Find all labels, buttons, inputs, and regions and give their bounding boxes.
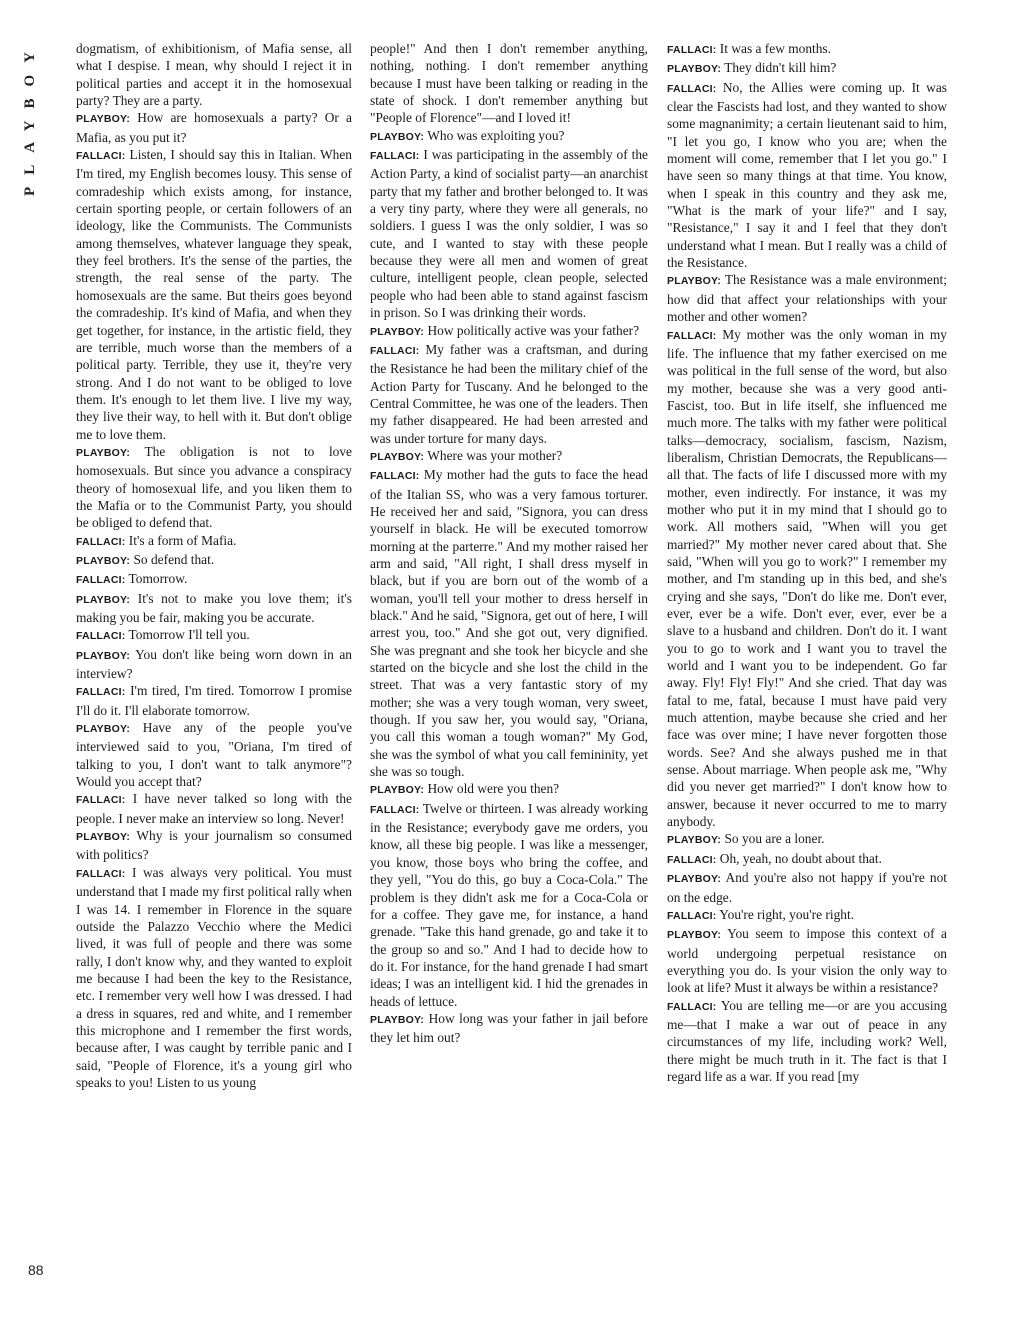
paragraph-text: Listen, I should say this in Italian. When I'm tired, my English becomes lousy. This sense of comradeship which exists among, for instance, certain sporting people, or certain followers of an ideology, like the Communists. The Communists among themselves, whatever language they speak, they feel brothers. It's the sense of the parties, the strength, the real sense of the party. The homosexuals are the same. But theirs goes beyond the comradeship. It's kind of Mafia, and when they get together, for instance, in the artistic field, they are terrible, much worse than the members of a political party. Terrible, they use it, they're very strong. And I do not want to be obliged to love them. It's enough to let them live. I live my way, they live their way, to hell with it. But don't oblige me to love them. xyxy=(76,147,352,442)
speaker-label: PLAYBOY: xyxy=(76,446,131,459)
paragraph-text: Why is your journalism so consumed with politics? xyxy=(76,828,352,863)
paragraph-text: So defend that. xyxy=(133,551,215,567)
interview-paragraph xyxy=(76,551,352,570)
paragraph-text: Who was exploiting you? xyxy=(427,127,565,143)
interview-paragraph xyxy=(370,447,648,466)
paragraph-text: How are homosexuals a party? Or a Mafia, as you put it? xyxy=(76,110,352,145)
speaker-label: PLAYBOY: xyxy=(667,929,722,942)
interview-paragraph xyxy=(370,341,648,447)
interview-paragraph xyxy=(667,271,947,325)
speaker-label: FALLACI: xyxy=(667,44,717,56)
interview-paragraph xyxy=(370,146,648,321)
paragraph-text: Tomorrow. xyxy=(128,571,188,587)
speaker-label: FALLACI: xyxy=(76,574,126,587)
paragraph-text: How old were you then? xyxy=(427,781,560,797)
paragraph-text: How long was your father in jail before they let him out? xyxy=(370,1010,648,1046)
interview-paragraph xyxy=(76,109,352,146)
speaker-label: FALLACI: xyxy=(76,686,126,699)
page-number: 88 xyxy=(28,1262,44,1278)
text-column-1 xyxy=(76,40,352,1290)
speaker-label: FALLACI: xyxy=(667,82,717,95)
paragraph-text: No, the Allies were coming up. It was clear the Fascists had lost, and they wanted to show some magnanimity; a certain lieutenant said to him, "I let you go, I know who you are; when the moment will come, remember that I let you go." I have seen so many things at that time. You know, when I speak in this country and they ask me, "What is the mark of your life?" and I say, "Resistance," I say it and I feel that they don't understand what I mean. But I really was a child of the Resistance. xyxy=(667,79,947,271)
speaker-label: FALLACI: xyxy=(76,794,126,807)
paragraph-text: I was always very political. You must understand that I made my first political rally when I was 14. I remember in Florence in the square outside the Palazzo Vecchio where the Medici lived, it was full of people and there was some rally, I don't know why, and they wanted to exploit me because I had been the key to the Resistance, etc. I remember very well how I was dressed. I had a dress in squares, red and white, and I remember this microphone and I remember the first words, because after, I was caught by terrible panic and I said, "People of Florence, it's a young girl who speaks to you! Listen to us young xyxy=(76,864,352,1090)
paragraph-text: My mother was the only woman in my life. The influence that my father exercised on me was political in the full sense of the word, but also my mother, because she was a very good anti-Fascist, too. But in life itself, she influenced me much more. The talks with my father were political talks—democracy, socialism, fascism, Nazism, liberalism, Christian Democrats, the Republicans—all that. The facts of life I discussed more with my mother, even indirectly. For instance, it was my mother who put it in my mind that I should go to work. All mothers said, "When will you get married?" My mother never cared about that. She said, "When will you go to work?" I remember my mother, and I'm standing up in this bed, and she's crying and she says, "Don't do like me. Don't ever, ever, ever be a wife. Don't ever, ever, ever be a slave to a husband and children. Don't do it. I want you to go to work and I want you to travel the world and I want you to be independent. Go far away. Fly! Fly! Fly!" And she cried. That day was fatal to me, fatal, because I must have paid very much attention, maybe because she cried and her face was over mine; I have never forgotten those words. See? And she always pushed me in that sense. About marriage. When people ask me, "Why did you never get married?" I don't know how to answer, because it never occurred to me to marry anybody. xyxy=(667,326,947,830)
paragraph-text: Where was your mother? xyxy=(427,447,563,463)
speaker-label: FALLACI: xyxy=(76,867,126,880)
interview-paragraph xyxy=(667,869,947,906)
paragraph-text: Tomorrow I'll tell you. xyxy=(128,627,250,643)
interview-paragraph xyxy=(667,59,947,78)
interview-paragraph xyxy=(370,40,648,127)
speaker-label: PLAYBOY: xyxy=(370,784,425,797)
speaker-label: FALLACI: xyxy=(370,803,420,816)
speaker-label: FALLACI: xyxy=(76,150,126,163)
paragraph-text: Twelve or thirteen. I was already working in the Resistance; everybody gave me orders, you know, all these big people. I was like a messenger, you know, those boys who bring the coffee, and they yell, "You do this, go buy a Coca-Cola." The problem is they didn't ask me for a Coca-Cola or for a coffee. They gave me, for instance, a hand grenade. "Take this hand grenade, go and take it to the group so and so." And I had to decide how to do it. For instance, for the hand grenade I had smart ideas; I was an intelligent kid. I hid the grenades in heads of lettuce. xyxy=(370,800,648,1009)
speaker-label: PLAYBOY: xyxy=(667,275,722,288)
paragraph-text: My father was a craftsman, and during the Resistance he had been the military chief of the Action Party for Tuscany. And he belonged to the Central Committee, he was one of the leaders. Then my father disappeared. He had been arrested and was under torture for many days. xyxy=(370,341,648,446)
interview-paragraph xyxy=(76,590,352,627)
interview-paragraph xyxy=(76,626,352,645)
interview-paragraph xyxy=(76,790,352,827)
interview-paragraph xyxy=(76,532,352,551)
interview-paragraph xyxy=(667,830,947,849)
speaker-label: FALLACI: xyxy=(76,535,126,548)
speaker-label: FALLACI: xyxy=(370,344,420,357)
speaker-label: PLAYBOY: xyxy=(667,873,722,886)
paragraph-text: They didn't kill him? xyxy=(724,60,837,76)
magazine-masthead: PLAYBOY xyxy=(22,40,38,196)
text-column-2 xyxy=(370,40,648,1290)
speaker-label: PLAYBOY: xyxy=(76,649,131,662)
interview-paragraph xyxy=(76,719,352,790)
speaker-label: FALLACI: xyxy=(667,1000,717,1013)
speaker-label: FALLACI: xyxy=(370,150,420,163)
paragraph-text: I was participating in the assembly of the Action Party, a kind of socialist party—an anarchist party that my father and brother belonged to. It was a very tiny party, where they were all generals, no soldiers. I guess I was the only soldier, I was so cute, and I wanted to stay with these people because they were all men and women of great culture, intelligent people, clean people, selected people who had been able to stand against fascism in prison. So I was drinking their words. xyxy=(370,147,648,321)
paragraph-text: Oh, yeah, no doubt about that. xyxy=(719,850,882,866)
interview-paragraph xyxy=(667,997,947,1086)
speaker-label: PLAYBOY: xyxy=(76,831,131,844)
interview-paragraph xyxy=(370,800,648,1010)
speaker-label: PLAYBOY: xyxy=(370,130,425,143)
paragraph-text: I have never talked so long with the people. I never make an interview so long. Never! xyxy=(76,791,352,826)
interview-paragraph xyxy=(76,570,352,589)
paragraph-text: Have any of the people you've interviewed said to you, "Oriana, I'm tired of talking to you, I don't want to talk anymore"? Would you accept that? xyxy=(76,720,352,790)
interview-paragraph xyxy=(76,40,352,109)
paragraph-text: It's a form of Mafia. xyxy=(128,532,237,548)
speaker-label: PLAYBOY: xyxy=(370,325,425,338)
paragraph-text: You seem to impose this context of a world undergoing perpetual resistance on everything you do. Is your vision the only way to look at life? Must it always be within a resistance? xyxy=(667,926,947,996)
interview-paragraph xyxy=(667,906,947,925)
interview-paragraph xyxy=(667,850,947,869)
paragraph-text: The obligation is not to love homosexuals. But since you advance a conspiracy theory of homosexual life, and you liken them to the Mafia or to the Communist Party, you should be obliged to defend that. xyxy=(76,443,352,531)
paragraph-text: people!" And then I don't remember anything, nothing, nothing. I don't remember anything because I must have been talking or reading in the state of shock. I don't remember anything but "People of Florence"—and I loved it! xyxy=(370,41,648,126)
interview-paragraph xyxy=(76,682,352,719)
interview-paragraph xyxy=(76,443,352,532)
interview-paragraph xyxy=(667,79,947,272)
paragraph-text: The Resistance was a male environment; how did that affect your relationships with your mother and other women? xyxy=(667,272,947,325)
interview-paragraph xyxy=(76,146,352,443)
paragraph-text: You're right, you're right. xyxy=(719,906,855,922)
interview-paragraph xyxy=(370,780,648,799)
interview-paragraph xyxy=(667,40,947,59)
interview-paragraph xyxy=(370,127,648,146)
text-column-3 xyxy=(667,40,947,1290)
paragraph-text: I'm tired, I'm tired. Tomorrow I promise I'll do it. I'll elaborate tomorrow. xyxy=(76,683,352,718)
speaker-label: FALLACI: xyxy=(667,909,717,922)
speaker-label: FALLACI: xyxy=(76,630,126,643)
paragraph-text: You are telling me—or are you accusing me—that I make a war out of peace in any circumstances of my life, including work? Well, there might be much truth in it. The fact is that I regard life as a war. If you read [my xyxy=(667,997,947,1084)
speaker-label: PLAYBOY: xyxy=(76,554,131,567)
paragraph-text: So you are a loner. xyxy=(724,831,825,847)
speaker-label: PLAYBOY: xyxy=(370,1013,425,1026)
interview-paragraph xyxy=(370,466,648,780)
paragraph-text: It was a few months. xyxy=(719,41,831,56)
speaker-label: FALLACI: xyxy=(667,329,717,342)
interview-paragraph xyxy=(76,646,352,683)
paragraph-text: My mother had the guts to face the head of the Italian SS, who was a very famous torturer. He received her and said, "Signora, you can dress yourself in black. He will be executed tomorrow morning at the parterre." And my mother raised her arm and said, "All right, I shall dress myself in black, but if you are born out of the womb of a woman, you'll tell your mother to dress herself in black." And he said, "Signora, get out of here, I will arrest you, too." And she got out, very dignified. She was pregnant and she took her bicycle and she started on the bicycle and she lost the child in the street. That was a very fantastic story of my mother; she was a very tough woman, very sweet, though. If you saw her, you would say, "Oriana, you call this woman a tough woman?" My God, she was the symbol of what you call femininity, yet she was so tough. xyxy=(370,467,648,780)
speaker-label: FALLACI: xyxy=(370,470,420,483)
paragraph-text: It's not to make you love them; it's making you be fair, making you be accurate. xyxy=(76,590,352,625)
speaker-label: PLAYBOY: xyxy=(76,723,131,736)
interview-paragraph xyxy=(667,925,947,996)
interview-paragraph xyxy=(667,326,947,831)
paragraph-text: dogmatism, of exhibitionism, of Mafia sense, all what I despise. I mean, why should I reject it in political parties and accept it in the homosexual party? They are a party. xyxy=(76,41,352,109)
paragraph-text: How politically active was your father? xyxy=(427,322,640,338)
speaker-label: PLAYBOY: xyxy=(76,593,131,606)
paragraph-text: And you're also not happy if you're not on the edge. xyxy=(667,870,947,905)
speaker-label: PLAYBOY: xyxy=(76,113,131,126)
paragraph-text: You don't like being worn down in an interview? xyxy=(76,646,352,682)
speaker-label: PLAYBOY: xyxy=(667,63,722,76)
speaker-label: PLAYBOY: xyxy=(667,834,722,847)
interview-paragraph xyxy=(76,864,352,1091)
interview-paragraph xyxy=(76,827,352,864)
interview-paragraph xyxy=(370,1010,648,1047)
speaker-label: PLAYBOY: xyxy=(370,450,425,463)
speaker-label: FALLACI: xyxy=(667,853,717,866)
interview-paragraph xyxy=(370,322,648,341)
